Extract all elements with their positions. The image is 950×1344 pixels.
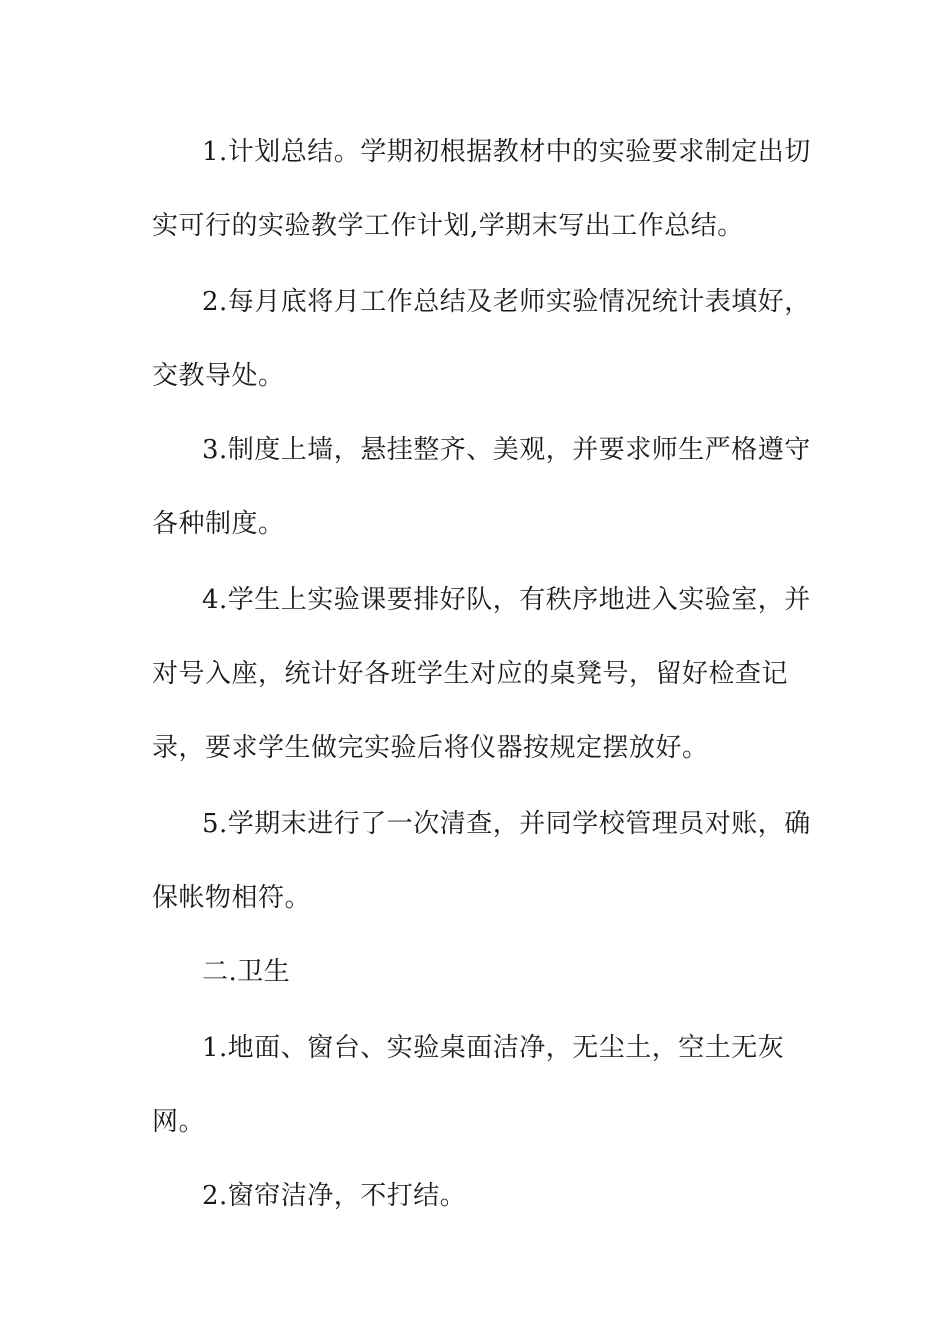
paragraph-2-line-1: 2.每月底将月工作总结及老师实验情况统计表填好， <box>202 287 811 317</box>
paragraph-6-line-2: 网。 <box>152 1107 206 1137</box>
paragraph-4-line-2: 对号入座，统计好各班学生对应的桌凳号，留好检查记 <box>152 659 789 689</box>
paragraph-5-line-2: 保帐物相符。 <box>152 883 312 913</box>
paragraph-3-line-1: 3.制度上墙，悬挂整齐、美观，并要求师生严格遵守 <box>202 435 811 465</box>
paragraph-1-line-1: 1.计划总结。学期初根据教材中的实验要求制定出切 <box>202 137 811 167</box>
paragraph-4-line-3: 录，要求学生做完实验后将仪器按规定摆放好。 <box>152 733 709 763</box>
paragraph-3-line-2: 各种制度。 <box>152 509 285 539</box>
paragraph-7-line-1: 2.窗帘洁净，不打结。 <box>202 1181 467 1211</box>
paragraph-6-line-1: 1.地面、窗台、实验桌面洁净，无尘土，空土无灰 <box>202 1033 785 1063</box>
paragraph-5-line-1: 5.学期末进行了一次清查，并同学校管理员对账，确 <box>202 809 811 839</box>
section-heading-hygiene: 二.卫生 <box>202 957 291 987</box>
paragraph-1-line-2: 实可行的实验教学工作计划,学期末写出工作总结。 <box>152 211 744 241</box>
paragraph-4-line-1: 4.学生上实验课要排好队，有秩序地进入实验室，并 <box>202 585 811 615</box>
paragraph-2-line-2: 交教导处。 <box>152 361 285 391</box>
